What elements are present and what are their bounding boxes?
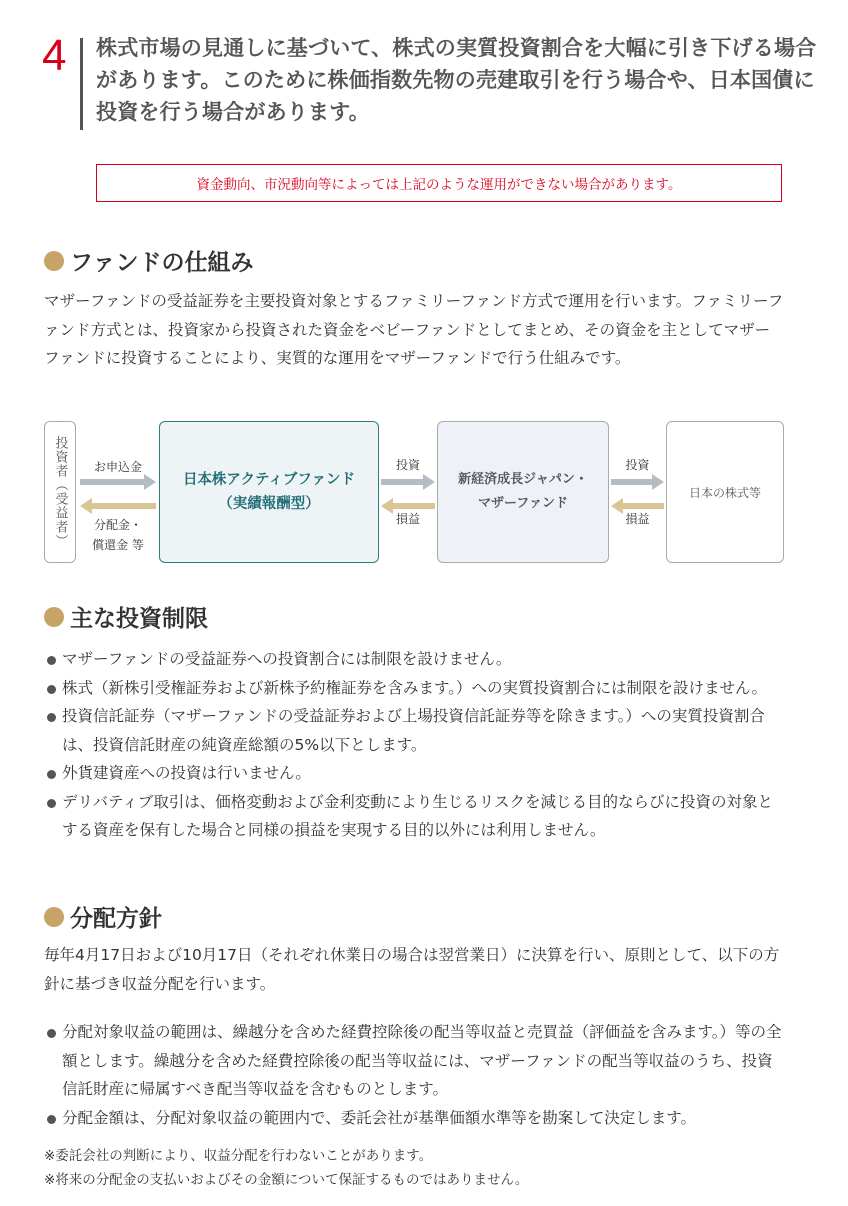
list-item: デリバティブ取引は、価格変動および金利変動により生じるリスクを減じる目的ならびに投資の対象とする資産を保有した場合と同様の損益を実現する目的以外には利用しません。 xyxy=(44,788,786,845)
mother-fund-name-2: マザーファンド xyxy=(477,496,569,511)
distribution-arrow-icon xyxy=(80,501,156,511)
gain-label-1: 損益 xyxy=(395,512,420,526)
point-text: 株式市場の見通しに基づいて、株式の実質投資割合を大幅に引き下げる場合があります。このために株価指数先物の売建取引を行う場合や、日本国債に投資を行う場合があります。 xyxy=(96,36,817,124)
bullet-dot-icon xyxy=(44,907,64,927)
fund-structure-body: マザーファンドの受益証券を主要投資対象とするファミリーファンド方式で運用を行います。ファミリーファンド方式とは、投資家から投資された資金をベビーファンドとしてまとめ、その資金を主としてマザーファンドに投資することにより、実質的な運用をマザーファンドで行う仕組みです。 xyxy=(44,292,784,367)
notice-text: 資金動向、市況動向等によっては上記のような運用ができない場合があります。 xyxy=(196,177,682,193)
mother-fund-name-1: 新経済成長ジャパン・ xyxy=(458,472,588,487)
restrictions-title: 主な投資制限 xyxy=(70,606,208,632)
distribution-label-2: 償還金 等 xyxy=(92,538,144,552)
invest-arrow-1-icon xyxy=(381,477,435,487)
invest-label-2: 投資 xyxy=(625,458,650,472)
list-item: 投資信託証券（マザーファンドの受益証券および上場投資信託証券等を除きます。）への実質投資割合は、投資信託財産の純資産総額の5%以下とします。 xyxy=(44,702,786,759)
distribution-note-2: ※将来の分配金の支払いおよびその金額について保証するものではありません。 xyxy=(44,1172,529,1188)
distribution-list xyxy=(44,1018,786,1132)
fund-structure-title: ファンドの仕組み xyxy=(70,250,254,276)
list-item: 分配金額は、分配対象収益の範囲内で、委託会社が基準価額水準等を勘案して決定します。 xyxy=(44,1104,786,1133)
distribution-title: 分配方針 xyxy=(70,906,162,932)
restrictions-heading xyxy=(44,600,208,633)
distribution-body: 毎年4月17日および10月17日（それぞれ休業日の場合は翌営業日）に決算を行い、原則として、以下の方針に基づき収益分配を行います。 xyxy=(44,946,780,993)
investor-label: 投資者（受益者） xyxy=(52,436,68,548)
distribution-label-1: 分配金・ xyxy=(93,518,142,532)
point-4-block xyxy=(40,30,820,130)
baby-fund-box xyxy=(159,421,379,563)
notice-box xyxy=(96,164,782,202)
restrictions-list xyxy=(44,645,786,845)
bullet-dot-icon xyxy=(44,251,64,271)
list-item: 分配対象収益の範囲は、繰越分を含めた経費控除後の配当等収益と売買益（評価益を含みます。）等の全額とします。繰越分を含めた経費控除後の配当等収益には、マザーファンドの配当等収益のうち、投資信託財産に帰属すべき配当等収益を含むものとします。 xyxy=(44,1018,786,1104)
subscription-arrow-icon xyxy=(80,477,156,487)
fund-structure-heading xyxy=(44,244,254,277)
invest-label-1: 投資 xyxy=(395,458,420,472)
subscription-label: お申込金 xyxy=(93,460,142,474)
invest-arrow-2-icon xyxy=(611,477,664,487)
baby-fund-name: 日本株アクティブファンド xyxy=(182,472,356,488)
distribution-note-1: ※委託会社の判断により、収益分配を行わないことがあります。 xyxy=(44,1148,433,1164)
baby-fund-type: （実績報酬型） xyxy=(218,496,320,512)
mother-fund-box xyxy=(437,421,609,563)
point-number: 4 xyxy=(42,31,67,80)
fund-structure-diagram xyxy=(44,421,784,563)
gain-label-2: 損益 xyxy=(625,512,650,526)
point-divider xyxy=(80,38,83,130)
list-item: 外貨建資産への投資は行いません。 xyxy=(44,759,786,788)
japan-stocks-label: 日本の株式等 xyxy=(688,485,761,500)
distribution-heading xyxy=(44,900,162,933)
japan-stocks-box xyxy=(666,421,784,563)
list-item: 株式（新株引受権証券および新株予約権証券を含みます。）への実質投資割合には制限を設けません。 xyxy=(44,674,786,703)
bullet-dot-icon xyxy=(44,607,64,627)
list-item: マザーファンドの受益証券への投資割合には制限を設けません。 xyxy=(44,645,786,674)
investor-box xyxy=(44,421,76,563)
